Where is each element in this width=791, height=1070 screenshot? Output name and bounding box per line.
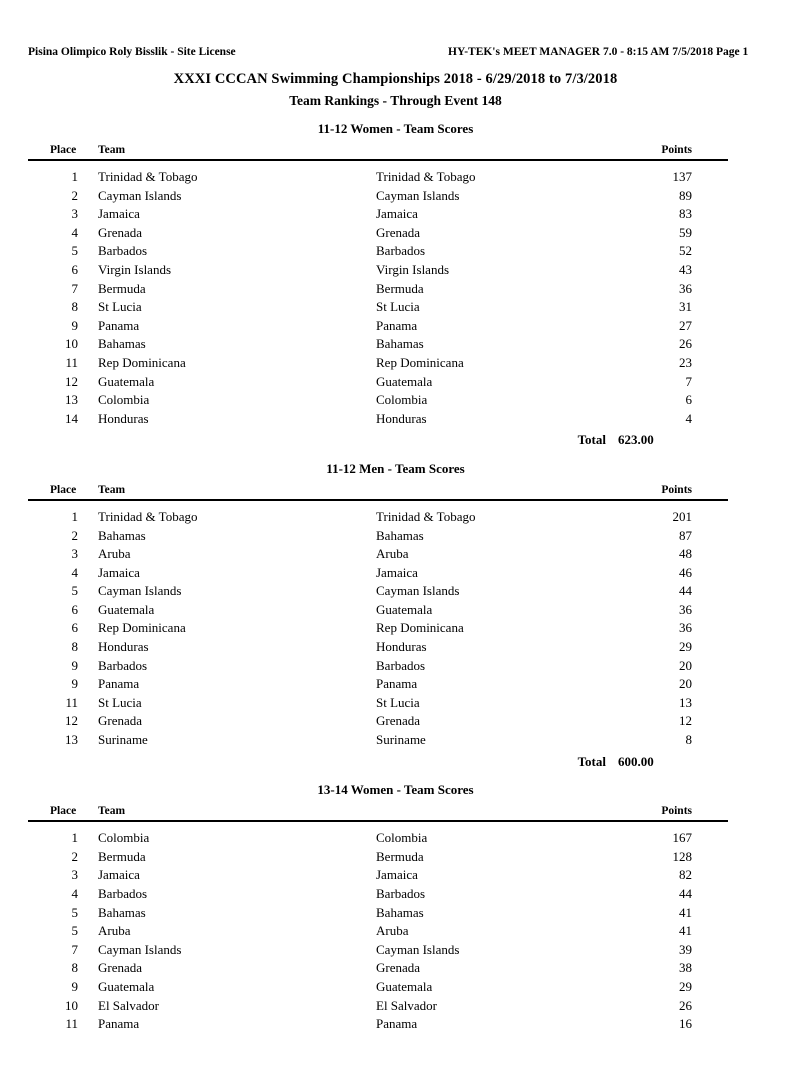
column-header-points: Points [618,144,728,160]
table-row [28,601,728,620]
meet-subtitle: Team Rankings - Through Event 148 [289,93,502,108]
cell-team-full: Jamaica [376,206,418,222]
cell-team-full: Suriname [376,732,426,748]
cell-place: 9 [71,317,78,333]
cell-points: 29 [679,639,692,655]
team-scores-table [28,144,728,450]
table-row [28,619,728,638]
table-row [28,391,728,410]
table-row [28,187,728,206]
table-row [28,821,728,848]
cell-team-full: Aruba [376,546,409,562]
cell-place: 4 [71,886,78,901]
cell-team-full: El Salvador [376,997,438,1013]
cell-team-full: Guatemala [376,601,433,617]
score-section [0,121,791,450]
column-header-place: Place [28,484,90,500]
column-header-team: Team [90,484,376,500]
cell-team-full: Bermuda [376,280,424,296]
cell-place: 13 [65,392,78,408]
table-row [28,657,728,676]
table-row [28,410,728,429]
table-row [28,638,728,657]
cell-place: 12 [65,373,78,389]
cell-team: Barbados [98,243,148,259]
table-row [28,1015,728,1034]
cell-team: Trinidad & Tobago [98,169,198,184]
cell-team: Colombia [98,830,150,846]
cell-points: 167 [672,830,692,846]
table-row [28,545,728,564]
section-title: 11-12 Women - Team Scores [317,121,474,136]
cell-team-full: Rep Dominicana [376,620,464,636]
table-row [28,317,728,336]
table-row [28,885,728,904]
cell-team: Panama [98,317,140,333]
cell-points: 26 [679,336,692,352]
cell-team: Panama [98,676,140,692]
total-spacer [28,750,90,772]
cell-points: 46 [679,564,692,580]
cell-team: Rep Dominicana [98,620,186,636]
cell-place: 8 [71,960,78,976]
total-value: 600.00 [618,753,654,769]
cell-team-full: Barbados [376,243,426,259]
cell-place: 1 [71,830,78,846]
cell-team: Jamaica [98,564,140,580]
column-header-team-full [376,484,618,500]
cell-team: St Lucia [98,299,142,315]
cell-place: 4 [71,224,78,240]
cell-place: 5 [71,583,78,599]
table-row [28,280,728,299]
cell-points: 41 [679,923,692,939]
cell-team-full: Jamaica [376,867,418,883]
cell-team: Trinidad & Tobago [98,508,198,524]
cell-place: 11 [65,1016,78,1032]
sections-container [0,121,791,1034]
cell-points: 23 [679,354,692,370]
cell-team: Cayman Islands [98,583,182,599]
cell-team: St Lucia [98,694,142,710]
column-header-team: Team [90,805,376,821]
cell-place: 4 [71,564,78,580]
cell-team-full: Colombia [376,830,428,846]
cell-team: Aruba [98,923,131,939]
cell-place: 2 [71,848,78,864]
cell-team-full: Panama [376,676,418,692]
total-label: Total [577,753,606,769]
table-row [28,205,728,224]
cell-team: Cayman Islands [98,187,182,203]
cell-points: 38 [679,960,692,976]
cell-team: Jamaica [98,867,140,883]
running-header [0,46,791,68]
team-scores-table [28,484,728,771]
cell-place: 14 [65,410,78,426]
cell-points: 48 [679,546,692,562]
table-row [28,848,728,867]
cell-team-full: Guatemala [376,978,433,994]
table-row [28,675,728,694]
cell-place: 5 [71,243,78,259]
cell-team: Bahamas [98,904,146,920]
cell-points: 26 [679,997,692,1013]
cell-points: 52 [679,243,692,259]
table-row [28,866,728,885]
cell-place: 5 [71,923,78,939]
score-section [0,782,791,1034]
table-row [28,582,728,601]
document-page [0,46,791,1070]
table-row [28,354,728,373]
cell-team: Aruba [98,546,131,562]
cell-points: 4 [685,410,692,426]
cell-points: 89 [679,187,692,203]
cell-team-full: Bahamas [376,904,424,920]
cell-team: Rep Dominicana [98,354,186,370]
cell-team: Honduras [98,410,149,426]
table-row [28,712,728,731]
cell-team: Panama [98,1016,140,1032]
table-row [28,224,728,243]
cell-team-full: Bermuda [376,848,424,864]
cell-place: 1 [71,508,78,524]
table-header-row [28,484,728,500]
cell-points: 36 [679,601,692,617]
cell-team-full: St Lucia [376,299,420,315]
section-title: 13-14 Women - Team Scores [317,782,474,798]
column-header-place: Place [28,805,90,821]
cell-place: 7 [71,941,78,957]
total-value: 623.00 [618,432,654,448]
cell-team: Bermuda [98,848,146,864]
cell-place: 6 [71,620,78,636]
cell-team-full: Cayman Islands [376,583,460,599]
table-header-row [28,144,728,160]
cell-team-full: Cayman Islands [376,187,460,203]
cell-points: 12 [679,713,692,729]
cell-points: 16 [679,1016,692,1032]
table-row [28,959,728,978]
cell-team-full: Colombia [376,392,428,408]
cell-points: 137 [672,169,692,184]
cell-points: 31 [679,299,692,315]
cell-points: 82 [679,867,692,883]
cell-points: 36 [679,280,692,296]
software-timestamp-text: HY-TEK's MEET MANAGER 7.0 - 8:15 AM 7/5/2018 Page 1 [448,46,749,58]
cell-team: Guatemala [98,601,155,617]
cell-place: 3 [71,546,78,562]
cell-team-full: Barbados [376,657,426,673]
table-row [28,694,728,713]
cell-team-full: Grenada [376,960,421,976]
cell-team: El Salvador [98,997,160,1013]
column-header-points: Points [618,805,728,821]
cell-points: 41 [679,904,692,920]
cell-team: Bahamas [98,336,146,352]
cell-points: 20 [679,657,692,673]
cell-points: 6 [685,392,692,408]
cell-place: 12 [65,713,78,729]
score-section [0,461,791,771]
cell-team-full: Virgin Islands [376,261,450,277]
cell-team-full: Panama [376,1016,418,1032]
cell-points: 44 [679,583,692,599]
cell-team-full: Jamaica [376,564,418,580]
cell-place: 3 [71,867,78,883]
cell-points: 201 [672,508,692,524]
cell-place: 8 [71,639,78,655]
cell-team: Bahamas [98,527,146,543]
column-header-team-full [376,144,618,160]
cell-team-full: Bahamas [376,527,424,543]
cell-team-full: Honduras [376,410,427,426]
cell-team-full: Panama [376,317,418,333]
cell-team: Jamaica [98,206,140,222]
total-spacer [90,750,376,772]
cell-points: 83 [679,206,692,222]
cell-place: 5 [71,904,78,920]
cell-points: 20 [679,676,692,692]
column-header-team: Team [90,144,376,160]
cell-place: 2 [71,527,78,543]
cell-place: 9 [71,657,78,673]
cell-place: 3 [71,206,78,222]
cell-team-full: Rep Dominicana [376,354,464,370]
table-row [28,997,728,1016]
cell-place: 7 [71,280,78,296]
meet-title: XXXI CCCAN Swimming Championships 2018 - 6/29/2018 to 7/3/2018 [173,71,618,87]
cell-place: 9 [71,978,78,994]
cell-team-full: Trinidad & Tobago [376,508,476,524]
cell-place: 9 [71,676,78,692]
cell-points: 8 [685,732,692,748]
total-spacer [90,428,376,450]
cell-place: 6 [71,261,78,277]
cell-team: Suriname [98,732,148,748]
cell-team-full: Grenada [376,224,421,240]
cell-place: 11 [65,354,78,370]
table-row [28,242,728,261]
cell-place: 11 [65,694,78,710]
table-row [28,261,728,280]
cell-team: Cayman Islands [98,941,182,957]
cell-place: 10 [65,997,78,1013]
cell-team: Guatemala [98,373,155,389]
table-row [28,978,728,997]
table-row [28,298,728,317]
table-row [28,731,728,750]
table-row [28,527,728,546]
cell-team-full: Cayman Islands [376,941,460,957]
cell-team: Barbados [98,657,148,673]
cell-team-full: Guatemala [376,373,433,389]
cell-place: 6 [71,601,78,617]
cell-team-full: Grenada [376,713,421,729]
cell-team: Bermuda [98,280,146,296]
cell-place: 1 [71,169,78,184]
cell-points: 43 [679,261,692,277]
cell-points: 87 [679,527,692,543]
cell-place: 2 [71,187,78,203]
section-title: 11-12 Men - Team Scores [326,460,465,476]
cell-team: Guatemala [98,978,155,994]
cell-team-full: Bahamas [376,336,424,352]
cell-team: Grenada [98,960,143,976]
cell-team: Grenada [98,224,143,240]
column-header-place: Place [28,144,90,160]
cell-team: Grenada [98,713,143,729]
table-row [28,564,728,583]
table-row [28,373,728,392]
total-label: Total [577,432,606,448]
cell-points: 39 [679,941,692,957]
table-row [28,335,728,354]
column-header-points: Points [618,484,728,500]
cell-team: Honduras [98,639,149,655]
cell-team: Colombia [98,392,150,408]
cell-team: Virgin Islands [98,261,172,277]
license-text: Pisina Olimpico Roly Bisslik - Site License [28,46,236,58]
cell-team-full: Barbados [376,886,426,901]
cell-team-full: Aruba [376,923,409,939]
table-row [28,904,728,923]
total-row [28,750,728,772]
total-row [28,428,728,450]
cell-team-full: St Lucia [376,694,420,710]
cell-points: 44 [679,886,692,901]
cell-team: Barbados [98,886,148,901]
table-row [28,160,728,187]
table-header-row [28,805,728,821]
cell-points: 59 [679,224,692,240]
cell-place: 10 [65,336,78,352]
cell-team-full: Trinidad & Tobago [376,169,476,184]
cell-points: 128 [672,848,692,864]
table-row [28,922,728,941]
cell-points: 36 [679,620,692,636]
column-header-team-full [376,805,618,821]
cell-place: 13 [65,732,78,748]
total-spacer [28,428,90,450]
table-row [28,500,728,527]
cell-team-full: Honduras [376,639,427,655]
cell-points: 7 [685,373,692,389]
cell-points: 29 [679,978,692,994]
cell-place: 8 [71,299,78,315]
table-row [28,941,728,960]
team-scores-table [28,805,728,1034]
cell-points: 27 [679,317,692,333]
cell-points: 13 [679,694,692,710]
